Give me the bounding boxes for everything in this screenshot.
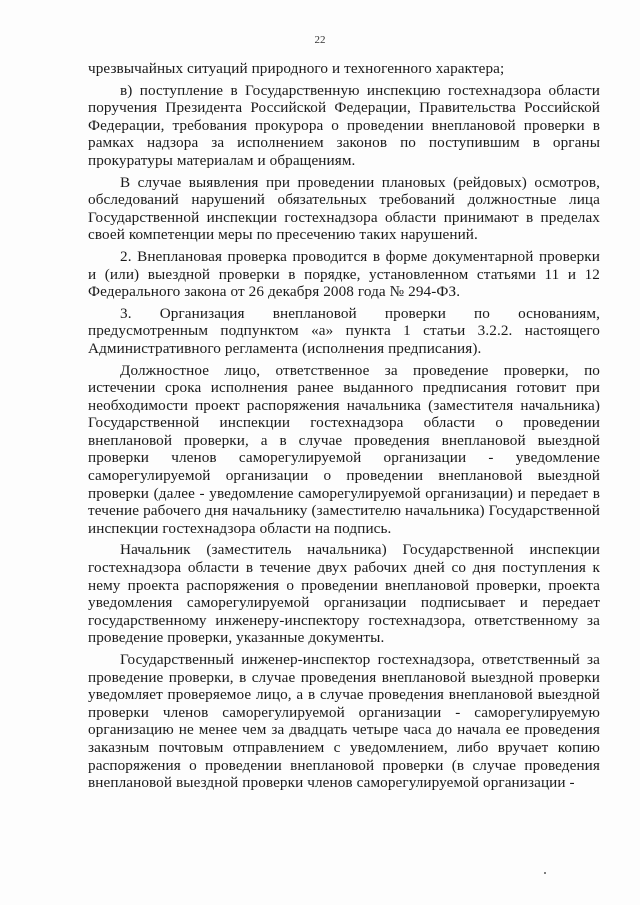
paragraph-7: Начальник (заместитель начальника) Государственной инспекции гостехнадзора области в течение двух рабочих дней со дня поступления к нему проекта распоряжения о проведении внеплановой проверки, проекта уведомления саморегулируемой организации подписывает и передает государственному инженеру-инспектору гостехнадзора, ответственному за проведение проверки, указанные документы. — [88, 541, 600, 647]
scan-speck — [544, 872, 546, 874]
paragraph-4: 2. Внеплановая проверка проводится в форме документарной проверки и (или) выездной проверки в порядке, установленном статьями 11 и 12 Федерального закона от 26 декабря 2008 года № 294-ФЗ. — [88, 247, 600, 301]
paragraph-5: 3. Организация внеплановой проверки по основаниям, предусмотренным подпунктом «а» пункта 1 статьи 3.2.2. настоящего Административного регламента (исполнения предписания). — [88, 304, 600, 357]
paragraph-2: в) поступление в Государственную инспекцию гостехнадзора области поручения Президента Российской Федерации, Правительства Российской Федерации, требования прокурора о проведении внеплановой проверки в рамках надзора за исполнением законов по поступившим в органы прокуратуры материалам и обращениям. — [88, 81, 600, 169]
document-body — [88, 60, 600, 796]
paragraph-1: чрезвычайных ситуаций природного и техногенного характера; — [88, 60, 505, 77]
paragraph-3: В случае выявления при проведении плановых (рейдовых) осмотров, обследований нарушений обязательных требований должностные лица Государственной инспекции гостехнадзора области принимают в пределах своей компетенции меры по пресечению таких нарушений. — [88, 173, 600, 244]
paragraph-8: Государственный инженер-инспектор гостехнадзора, ответственный за проведение проверки, в случае проведения внеплановой выездной проверки уведомляет проверяемое лицо, а в случае проведения внеплановой выездной проверки членов саморегулируемой организации - саморегулируемую организацию не менее чем за двадцать четыре часа до начала ее проведения заказным почтовым отправлением с уведомлением, либо вручает копию распоряжения о проведении внеплановой проверки (в случае проведения внеплановой выездной проверки членов саморегулируемой организации - — [88, 651, 600, 792]
page-number: 22 — [314, 34, 326, 46]
paragraph-6: Должностное лицо, ответственное за проведение проверки, по истечении срока исполнения ранее выданного предписания готовит при необходимости проект распоряжения начальника (заместителя начальника) Государственной инспекции гостехнадзора области о проведении внеплановой проверки, а в случае проведения внеплановой выездной проверки членов саморегулируемой организации - уведомление саморегулируемой организации о проведении внеплановой выездной проверки (далее - уведомление саморегулируемой организации) и передает в течение рабочего дня начальнику (заместителю начальника) Государственной инспекции гостехнадзора области на подпись. — [88, 361, 600, 537]
